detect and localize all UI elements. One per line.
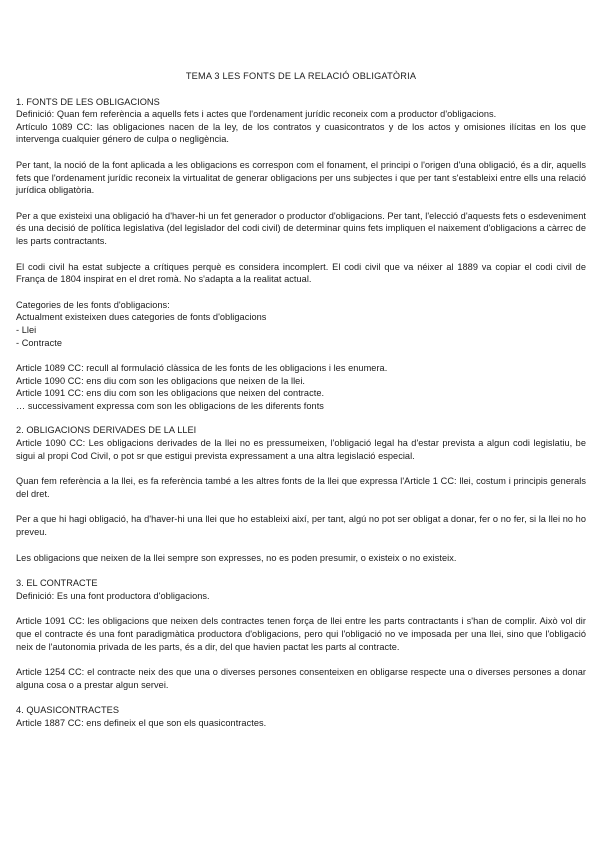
article-list-item: Article 1090 CC: ens diu com son les obligacions que neixen de la llei. [16,375,306,386]
article-list-item: Article 1089 CC: recull al formulació clàssica de les fonts de les obligacions i les enumera. [16,363,388,374]
section-3-article-1091: Article 1091 CC: les obligacions que neixen dels contractes tenen força de llei entre les parts contractants i s'han de complir. Això vol dir que el contracte és una font paradigmàtica productora d'obligacions, pero qui l'obligació no ve imposada per una llei, sino que l'obligació neix de l'autonomia privada de les parts, és a dir, del que havien pactat les parts al contracte. [16,616,586,652]
category-item: - Contracte [16,337,62,348]
section-1-paragraph-2: Per a que existeixi una obligació ha d'haver-hi un fet generador o productor d'obligacions. Per tant, l'elecció d'aquests fets o esdeveniment és una decisió de política legislativa (del legislador del codi civil) de determinar quins fets impliquen el naixement d'obligacions a càrrec de les parts contractants. [16,210,586,246]
section-3-heading: 3. EL CONTRACTE [16,578,98,589]
document-title: TEMA 3 LES FONTS DE LA RELACIÓ OBLIGATÒRIA [185,71,417,81]
section-1-paragraph-3: El codi civil ha estat subjecte a crítiques perquè es considera incomplert. El codi civil que va néixer al 1889 va copiar el codi civil de França de 1804 inspirat en el dret romà. No s'adapta a la realitat actual. [16,261,586,285]
section-2-heading: 2. OBLIGACIONS DERIVADES DE LA LLEI [16,425,197,436]
section-3-article-1254: Article 1254 CC: el contracte neix des que una o diverses persones consenteixen en obligarse respecte una o diverses persones a donar alguna cosa o a prestar algun servei. [16,667,586,690]
categories-heading: Categories de les fonts d'obligacions: [16,299,170,310]
section-3-definition: Definició: Es una font productora d'obligacions. [16,590,210,601]
section-1-paragraph-1: Per tant, la noció de la font aplicada a les obligacions es correspon com el fonament, el principi o l'origen d'una obligació, és a dir, aquells fets que l'ordenament jurídic reconeix la virtualitat de generar obligacions per uns subjectes i que per tant s'estableixi entre ells una relació jurídica obligatòria. [16,159,586,196]
article-list-item: Article 1091 CC: ens diu com son les obligacions que neixen del contracte. [16,388,325,399]
section-1-heading: 1. FONTS DE LES OBLIGACIONS [16,96,160,107]
section-2-paragraph-1: Quan fem referència a la llei, es fa referència també a les altres fonts de la llei que expressa l'Article 1 CC: llei, costum i principis generals del dret. [16,476,586,499]
category-item: - Llei [16,324,37,335]
section-4-heading: 4. QUASICONTRACTES [16,705,119,716]
section-2-article-1090: Article 1090 CC: Les obligacions derivades de la llei no es pressumeixen, l'obligació legal ha d'estar prevista a algun codi legislatiu, be sigui al propi Cod Civil, o pot sr que estigui prevista expressament a una altra legislació especial. [16,438,586,461]
section-1-definition: Definició: Quan fem referència a aquells fets i actes que l'ordenament jurídic reconeix com a productor d'obligacions. [16,109,497,120]
section-4-article-1887: Article 1887 CC: ens defineix el que son els quasicontractes. [16,717,267,728]
article-list-item: … successivament expressa com son les obligacions de les diferents fonts [16,400,324,411]
section-2-paragraph-2: Per a que hi hagi obligació, ha d'haver-hi una llei que ho estableixi així, per tant, algú no pot ser obligat a donar, fer o no fer, si la llei no ho preveu. [16,514,586,538]
section-2-paragraph-3: Les obligacions que neixen de la llei sempre son expresses, no es poden presumir, o existeix o no existeix. [16,552,457,563]
categories-intro: Actualment existeixen dues categories de fonts d'obligacions [16,312,267,323]
section-1-article-1089: Artículo 1089 CC: las obligaciones nacen de la ley, de los contratos y cuasicontratos y de los actos y omisiones ilícitas en los que intervenga cualquier género de culpa o negligència. [16,121,586,145]
